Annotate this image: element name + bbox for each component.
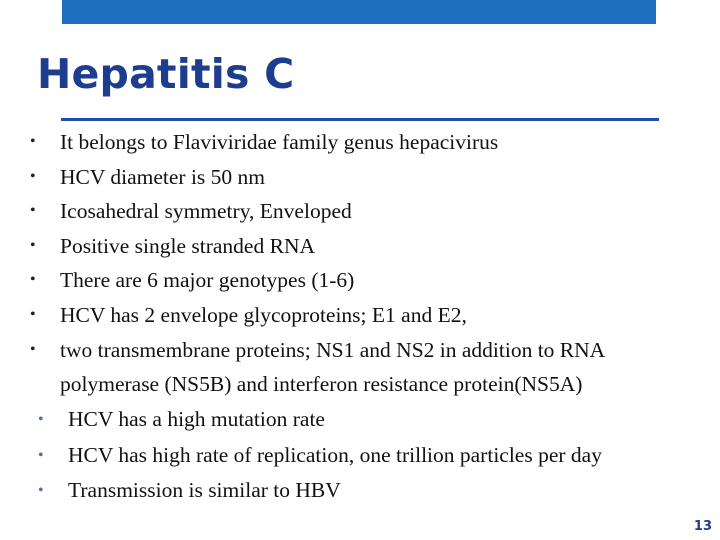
bullet-text: HCV diameter is 50 nm [60, 164, 266, 189]
bullet-icon: • [30, 167, 36, 185]
bullet-text: Transmission is similar to HBV [68, 478, 341, 503]
bullet-text: two transmembrane proteins; NS1 and NS2 in addition to RNA [60, 337, 606, 362]
bullet-icon: • [30, 133, 36, 150]
bullet-item [30, 263, 710, 298]
bullet-item [30, 194, 710, 229]
bullet-item [30, 125, 710, 160]
bullet-text: HCV has 2 envelope glycoproteins; E1 and E2, [60, 302, 467, 327]
bullet-list [30, 125, 710, 509]
bullet-text: polymerase (NS5B) and interferon resistance protein(NS5A) [60, 372, 583, 397]
bullet-icon: • [38, 446, 44, 464]
bullet-item [38, 402, 710, 438]
bullet-text: Icosahedral symmetry, Enveloped [60, 199, 352, 224]
bullet-continuation [30, 367, 710, 402]
header-bar [62, 0, 656, 24]
bullet-item [38, 473, 710, 509]
title-underline [61, 118, 659, 121]
bullet-text: HCV has high rate of replication, one trillion particles per day [68, 442, 602, 467]
bullet-icon: • [30, 236, 36, 254]
bullet-item [30, 229, 710, 264]
bullet-item [30, 160, 710, 195]
bullet-item [30, 298, 710, 333]
bullet-text: Positive single stranded RNA [60, 233, 315, 258]
bullet-text: It belongs to Flaviviridae family genus hepacivirus [60, 130, 499, 154]
bullet-item [30, 333, 710, 368]
bullet-icon: • [30, 271, 36, 289]
bullet-icon: • [38, 482, 44, 500]
bullet-text: There are 6 major genotypes (1-6) [60, 268, 355, 293]
bullet-icon: • [30, 202, 36, 220]
bullet-text: HCV has a high mutation rate [68, 406, 325, 431]
bullet-icon: • [38, 410, 44, 428]
bullet-icon: • [30, 340, 36, 358]
bullet-icon: • [30, 305, 36, 323]
page-number: 13 [693, 519, 712, 534]
bullet-item [38, 438, 710, 474]
slide-title: Hepatitis C [37, 50, 295, 98]
